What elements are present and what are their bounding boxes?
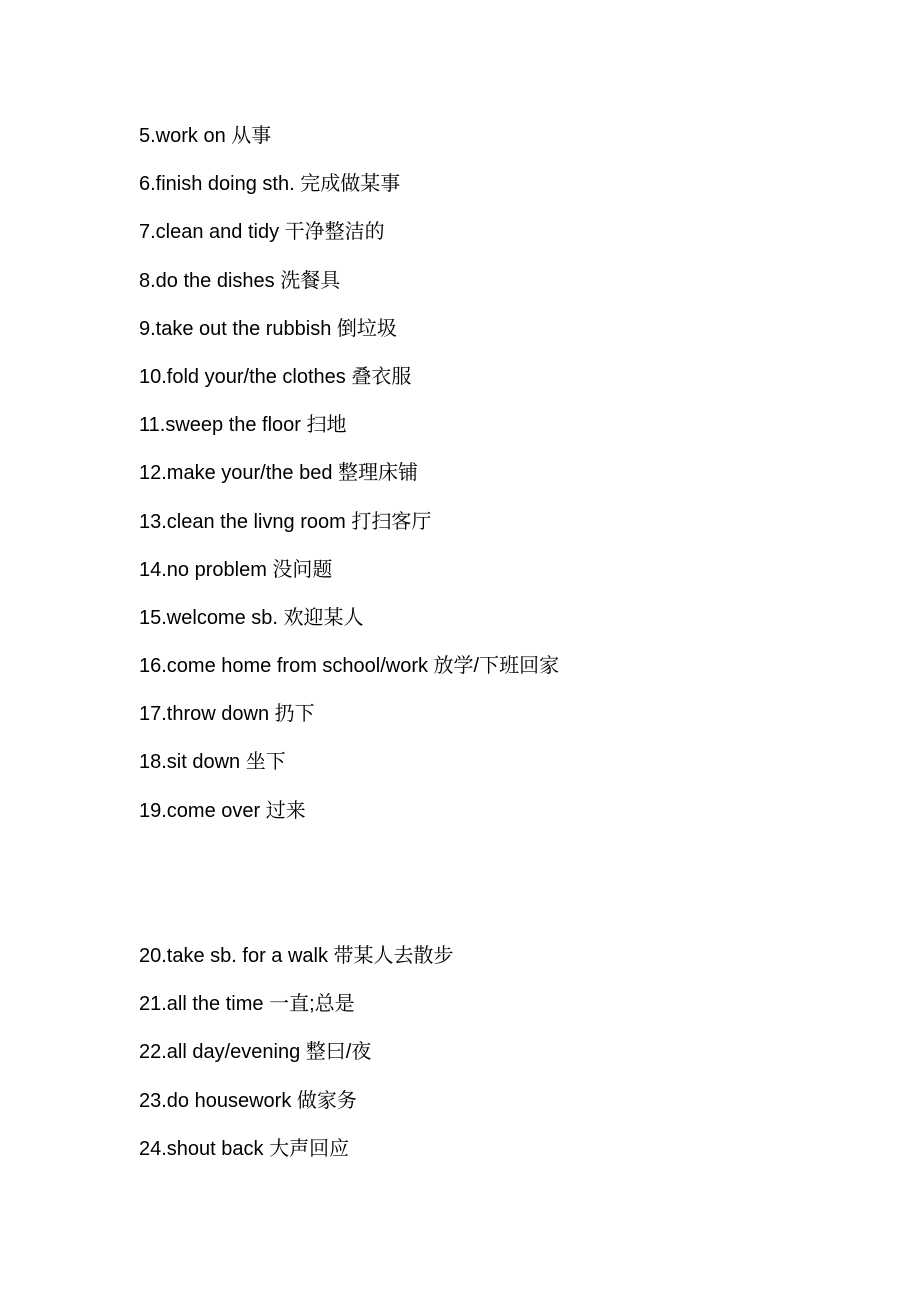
phrase-entry: 6.finish doing sth. 完成做某事 — [139, 173, 401, 196]
phrase-entry: 20.take sb. for a walk 带某人去散步 — [139, 945, 454, 967]
phrase-entry: 5.work on 从事 — [139, 125, 272, 147]
phrase-entry: 12.make your/the bed 整理床铺 — [139, 462, 419, 485]
phrase-entry: 10.fold your/the clothes 叠衣服 — [139, 365, 412, 388]
phrase-list-part-one — [139, 112, 559, 835]
phrase-entry: 17.throw down 扔下 — [139, 703, 315, 726]
phrase-list-part-two — [139, 932, 454, 1173]
phrase-entry: 21.all the time 一直;总是 — [139, 993, 355, 1016]
phrase-entry: 24.shout back 大声回应 — [139, 1137, 350, 1160]
phrase-entry: 22.all day/evening 整曰/夜 — [139, 1041, 372, 1064]
phrase-entry: 8.do the dishes 洗餐具 — [139, 269, 341, 292]
phrase-entry: 16.come home from school/work 放学/下班回家 — [139, 655, 560, 678]
phrase-entry: 13.clean the livng room 打扫客厅 — [139, 510, 432, 533]
phrase-entry: 14.no problem 没问题 — [139, 558, 333, 581]
phrase-entry: 11.sweep the floor 扫地 — [139, 414, 347, 437]
phrase-entry: 19.come over 过来 — [139, 799, 306, 822]
phrase-entry: 9.take out the rubbish 倒垃圾 — [139, 317, 397, 340]
phrase-entry: 23.do housework 做家务 — [139, 1089, 357, 1112]
phrase-entry: 18.sit down 坐下 — [139, 751, 286, 774]
phrase-entry: 15.welcome sb. 欢迎某人 — [139, 606, 364, 629]
phrase-entry: 7.clean and tidy 干净整洁的 — [139, 221, 385, 244]
